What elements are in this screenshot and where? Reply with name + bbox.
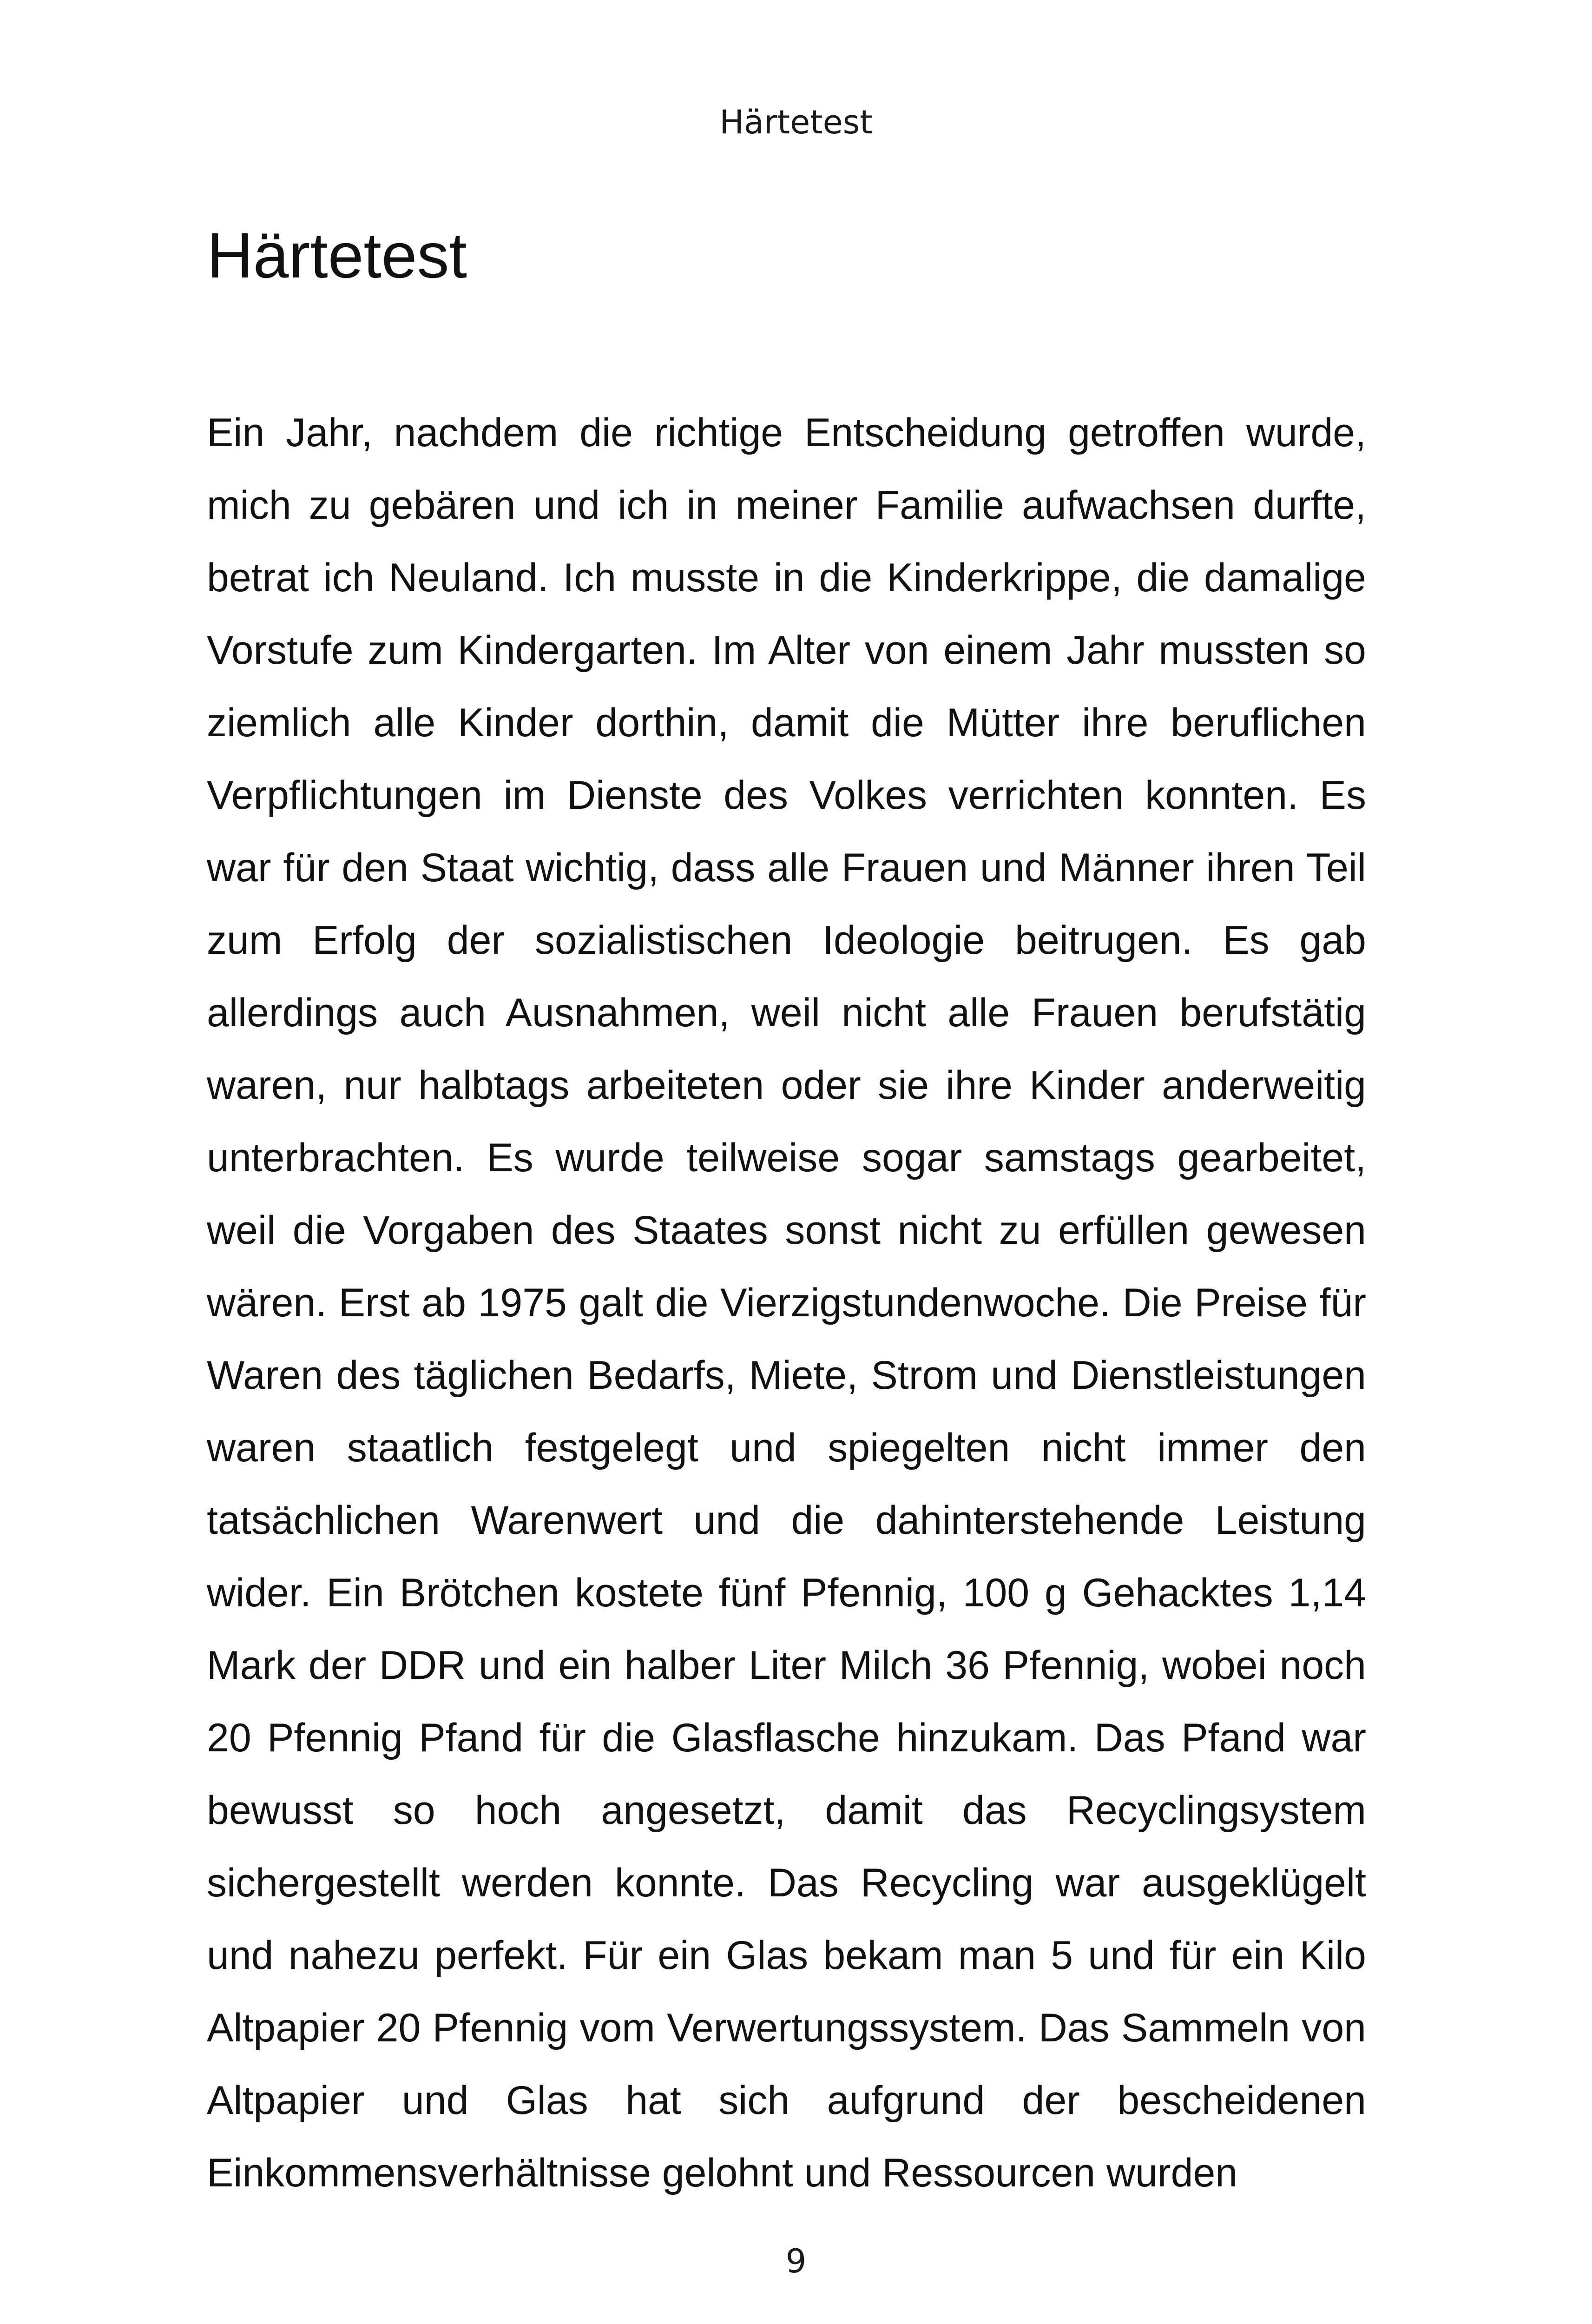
body-paragraph: Ein Jahr, nachdem die richtige Entscheidung getroffen wurde, mich zu gebären und ich in meiner Familie aufwachsen durfte, betrat ich Neuland. Ich musste in die Kinderkrippe, die damalige Vorstufe zum Kindergarten. Im Alter von einem Jahr mussten so ziemlich alle Kinder dorthin, damit die Mütter ihre beruflichen Verpflichtungen im Dienste des Volkes verrichten konnten. Es war für den Staat wichtig, dass alle Frauen und Männer ihren Teil zum Erfolg der sozialistischen Ideologie beitrugen. Es gab allerdings auch Ausnahmen, weil nicht alle Frauen berufstätig waren, nur halbtags arbeiteten oder sie ihre Kinder anderweitig unterbrachten. Es wurde teilweise sogar samstags gearbeitet, weil die Vorgaben des Staates sonst nicht zu erfüllen gewesen wären. Erst ab 1975 galt die Vierzigstundenwoche. Die Preise für Waren des täglichen Bedarfs, Miete, Strom und Dienstleistungen waren staatlich festgelegt und spiegelten nicht immer den tatsächlichen Warenwert und die dahinterstehende Leistung wider. Ein Brötchen kostete fünf Pfennig, 100 g Gehacktes 1,14 Mark der DDR und ein halber Liter Milch 36 Pfennig, wobei noch 20 Pfennig Pfand für die Glasflasche hinzukam. Das Pfand war bewusst so hoch angesetzt, damit das Recyclingsystem sichergestellt werden konnte. Das Recycling war ausgeklügelt und nahezu perfekt. Für ein Glas bekam man 5 und für ein Kilo Altpapier 20 Pfennig vom Verwertungssystem. Das Sammeln von Altpapier und Glas hat sich aufgrund der bescheidenen Einkommensverhältnisse gelohnt und Ressourcen wurden (207, 410, 1366, 2195)
chapter-title: Härtetest (207, 220, 467, 291)
running-header: Härtetest (719, 103, 873, 141)
page-number: 9 (785, 2242, 807, 2280)
